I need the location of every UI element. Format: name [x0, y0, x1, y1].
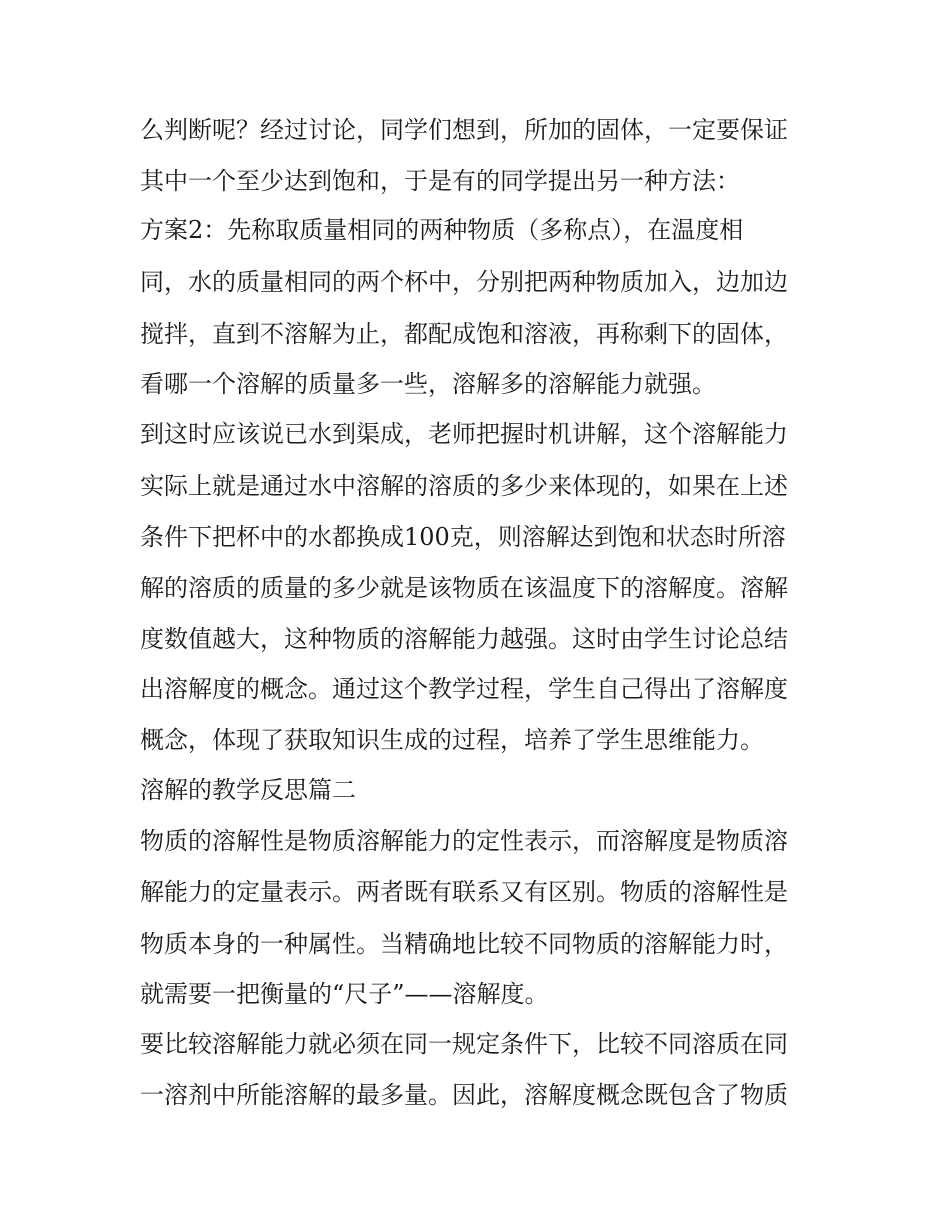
text-line: 物质的溶解性是物质溶解能力的定性表示，而溶解度是物质溶 [140, 827, 788, 855]
text-line: 出溶解度的概念。通过这个教学过程，学生自己得出了溶解度 [140, 675, 788, 703]
text-line: 方案2：先称取质量相同的两种物质（多称点），在温度相 [140, 216, 744, 244]
text-line: 解能力的定量表示。两者既有联系又有区别。物质的溶解性是 [140, 878, 788, 906]
section-heading: 溶解的教学反思篇二 [140, 776, 356, 804]
text-line: 看哪一个溶解的质量多一些，溶解多的溶解能力就强。 [140, 370, 716, 398]
text-line: 一溶剂中所能溶解的最多量。因此，溶解度概念既包含了物质 [140, 1081, 788, 1109]
text-line: 实际上就是通过水中溶解的溶质的多少来体现的，如果在上述 [140, 472, 788, 500]
text-line: 概念，体现了获取知识生成的过程，培养了学生思维能力。 [140, 726, 764, 754]
text-line: 同，水的质量相同的两个杯中，分别把两种物质加入，边加边 [140, 268, 788, 296]
text-line: 就需要一把衡量的“尺子”——溶解度。 [140, 980, 549, 1008]
text-line: 搅拌，直到不溶解为止，都配成饱和溶液，再称剩下的固体， [140, 320, 788, 348]
text-line: 度数值越大，这种物质的溶解能力越强。这时由学生讨论总结 [140, 625, 788, 653]
text-line: 到这时应该说已水到渠成，老师把握时机讲解，这个溶解能力 [140, 420, 788, 448]
text-line: 条件下把杯中的水都换成100克，则溶解达到饱和状态时所溶 [140, 523, 786, 551]
text-line: 要比较溶解能力就必须在同一规定条件下，比较不同溶质在同 [140, 1030, 788, 1058]
text-line: 其中一个至少达到饱和，于是有的同学提出另一种方法： [140, 167, 740, 195]
text-line: 么判断呢？经过讨论，同学们想到，所加的固体，一定要保证 [140, 116, 788, 144]
text-line: 解的溶质的质量的多少就是该物质在该温度下的溶解度。溶解 [140, 574, 788, 602]
text-line: 物质本身的一种属性。当精确地比较不同物质的溶解能力时， [140, 930, 788, 958]
